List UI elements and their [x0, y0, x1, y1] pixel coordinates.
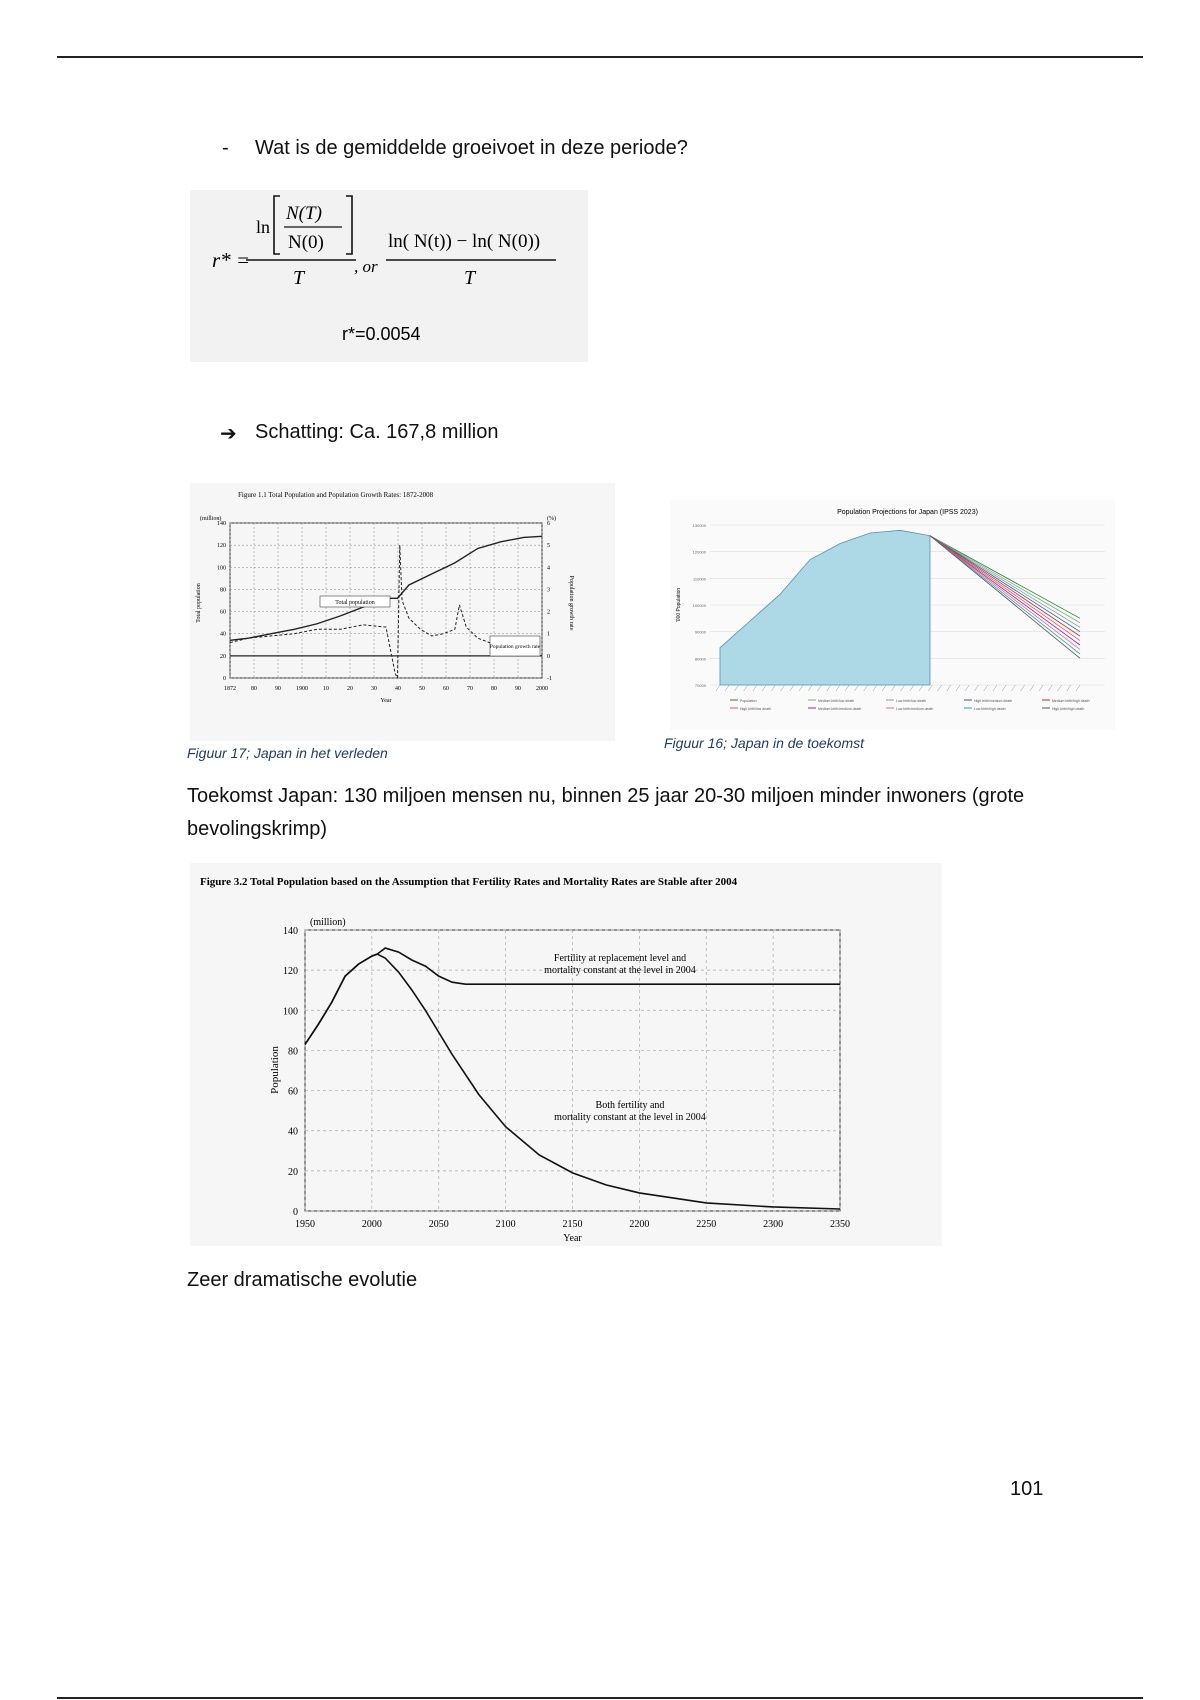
y2-tick-label: -1	[547, 676, 552, 682]
projection-line	[930, 536, 1080, 654]
legend-label: Low birth/medium death	[896, 707, 934, 711]
y2-tick-label: 1	[547, 631, 550, 638]
y-unit: (million)	[310, 917, 346, 928]
estimate-arrow: ➔	[220, 423, 237, 445]
chart-stable-svg	[190, 863, 942, 1246]
x-tick-mark	[799, 685, 803, 691]
x-tick-label: 20	[347, 686, 353, 692]
x-tick-mark	[734, 685, 738, 691]
formula-T2: T	[464, 267, 476, 289]
x-tick-mark	[725, 685, 729, 691]
x-tick-label: 2200	[629, 1219, 650, 1230]
formula-svg	[190, 190, 588, 362]
question-bullet	[222, 137, 229, 160]
x-tick-mark	[1058, 685, 1062, 691]
y-tick-label: 60	[220, 609, 226, 616]
x-tick-mark	[901, 685, 905, 691]
bullet-dash: -	[222, 137, 229, 159]
y-tick-label: 100	[283, 1006, 298, 1018]
y-unit: (million)	[200, 516, 222, 522]
x-tick-label: 1872	[224, 686, 236, 692]
legend-label: High birth/medium death	[974, 699, 1013, 703]
x-tick-label: 2250	[696, 1219, 717, 1230]
y-tick-label: 140	[283, 926, 298, 937]
annotation-growth-rate: Population growth rate	[489, 644, 541, 650]
y-tick-label: 130000	[692, 523, 706, 528]
bracket-left	[274, 196, 280, 254]
projection-line	[930, 536, 1080, 623]
x-tick-mark	[762, 685, 766, 691]
x-tick-mark	[1030, 685, 1034, 691]
x-tick-mark	[781, 685, 785, 691]
x-tick-label: 80	[251, 686, 257, 692]
y-tick-label: 40	[220, 631, 226, 638]
annotation-replacement-line2: mortality constant at the level in 2004	[544, 965, 696, 976]
paragraph-japan-future: Toekomst Japan: 130 miljoen mensen nu, binnen 25 jaar 20-30 miljoen minder inwoners (grote bevolingskrimp)	[187, 785, 1025, 840]
x-tick-mark	[1021, 685, 1025, 691]
x-tick-mark	[845, 685, 849, 691]
formula-T1: T	[293, 267, 305, 289]
chart-japan-future	[670, 500, 1115, 730]
x-tick-mark	[808, 685, 812, 691]
x-tick-mark	[919, 685, 923, 691]
y2-axis-label: Population growth rate	[568, 575, 574, 631]
projection-line	[930, 536, 1080, 636]
x-tick-label: 2350	[830, 1219, 850, 1230]
legend-label: High birth/high death	[1052, 707, 1085, 711]
y-tick-label: 70000	[694, 683, 706, 688]
x-tick-label: 90	[515, 686, 521, 692]
chart-japan-past	[190, 483, 615, 741]
x-tick-label: 2300	[763, 1219, 784, 1230]
x-tick-mark	[974, 685, 978, 691]
x-tick-mark	[1039, 685, 1043, 691]
y-tick-label: 20	[288, 1166, 298, 1178]
x-tick-mark	[1011, 685, 1015, 691]
annotation-total-population: Total population	[335, 600, 375, 606]
x-tick-label: 2050	[428, 1219, 449, 1230]
y2-tick-label: 4	[547, 565, 550, 572]
x-tick-mark	[827, 685, 831, 691]
projection-line	[930, 536, 1080, 619]
annotation-constant-line1: Both fertility and	[595, 1100, 665, 1111]
x-tick-label: 1900	[296, 686, 308, 692]
x-tick-label: 90	[275, 686, 281, 692]
formula-lhs: r* =	[212, 248, 251, 272]
closing-text: Zeer dramatische evolutie	[187, 1269, 418, 1291]
x-tick-mark	[771, 685, 775, 691]
y-tick-label: 80	[220, 587, 226, 594]
x-tick-label: 80	[491, 686, 497, 692]
y2-tick-label: 6	[547, 521, 550, 527]
x-axis-label: Year	[380, 698, 392, 704]
question-text: Wat is de gemiddelde groeivoet in deze periode?	[255, 137, 688, 159]
legend-label: High birth/low death	[740, 707, 771, 711]
y-tick-label: 90000	[694, 629, 706, 635]
y-tick-label: 110000	[692, 576, 706, 582]
x-tick-mark	[716, 685, 720, 691]
projection-line	[930, 536, 1080, 628]
x-tick-mark	[836, 685, 840, 691]
x-tick-mark	[984, 685, 988, 691]
y-tick-label: 120	[283, 966, 298, 978]
x-tick-label: 40	[395, 686, 401, 692]
projection-line	[930, 536, 1080, 659]
y-tick-label: 40	[288, 1126, 298, 1138]
legend-label: Medium birth/low death	[818, 699, 855, 703]
annotation-constant-line2: mortality constant at the level in 2004	[554, 1112, 706, 1123]
y-tick-label: 60	[288, 1086, 298, 1098]
chart-stable-rates	[190, 863, 942, 1246]
x-tick-mark	[873, 685, 877, 691]
formula-result: r*=0.0054	[342, 324, 421, 344]
formula-rhs-num: ln( N(t)) − ln( N(0))	[388, 231, 541, 252]
legend-label: Medium birth/medium death	[818, 707, 862, 711]
x-tick-mark	[790, 685, 794, 691]
annotation-replacement-line1: Fertility at replacement level and	[553, 953, 687, 964]
legend-label: Population	[740, 699, 757, 703]
x-tick-label: 2150	[562, 1219, 583, 1230]
x-tick-label: 2100	[495, 1219, 516, 1230]
x-tick-mark	[928, 685, 932, 691]
y2-unit: (%)	[547, 516, 556, 522]
x-tick-label: 50	[419, 686, 425, 692]
formula-den: N(0)	[288, 232, 324, 253]
y2-tick-label: 3	[547, 587, 550, 594]
chart-title: Population Projections for Japan (IPSS 2023)	[837, 509, 978, 516]
y-tick-label: 120000	[692, 549, 706, 555]
x-tick-mark	[910, 685, 914, 691]
legend-label: Medium birth/high death	[1052, 699, 1090, 703]
x-tick-mark	[744, 685, 748, 691]
formula-or: , or	[354, 257, 378, 276]
chart-title: Figure 3.2 Total Population based on the Assumption that Fertility Rates and Mortality Rates are Stable after 2004	[200, 876, 738, 888]
x-tick-mark	[1048, 685, 1052, 691]
page-number: 101	[1010, 1478, 1044, 1500]
y2-tick-label: 2	[547, 609, 550, 616]
x-axis-label: Year	[563, 1233, 582, 1244]
x-tick-mark	[965, 685, 969, 691]
caption-fig17: Figuur 17; Japan in het verleden	[187, 745, 388, 761]
projection-line	[930, 536, 1080, 645]
x-tick-label: 1950	[295, 1219, 315, 1230]
historical-population-area	[720, 530, 930, 685]
y-axis-label: Population	[269, 1046, 281, 1094]
y-tick-label: 100	[217, 565, 226, 572]
x-tick-mark	[854, 685, 858, 691]
x-tick-mark	[891, 685, 895, 691]
x-tick-label: 30	[371, 686, 377, 692]
caption-fig16: Figuur 16; Japan in de toekomst	[664, 735, 865, 751]
bracket-right	[346, 196, 352, 254]
x-tick-label: 70	[467, 686, 473, 692]
x-tick-mark	[753, 685, 757, 691]
legend-label: Low birth/high death	[974, 707, 1006, 711]
formula-image	[190, 190, 588, 362]
formula-num: N(T)	[286, 203, 322, 224]
x-tick-mark	[956, 685, 960, 691]
y-tick-label: 120	[217, 543, 226, 550]
y-tick-label: 0	[293, 1207, 298, 1218]
x-tick-mark	[1076, 685, 1080, 691]
y-axis-label: Total population	[196, 583, 202, 623]
y2-tick-label: 5	[547, 543, 550, 550]
y-tick-label: 80000	[694, 656, 706, 662]
legend-label: Low birth/low death	[896, 699, 927, 703]
x-tick-label: 60	[443, 686, 449, 692]
x-tick-mark	[1067, 685, 1071, 691]
chart-future-svg	[670, 500, 1115, 730]
y2-tick-label: 0	[547, 653, 550, 660]
estimate-text: Schatting: Ca. 167,8 million	[255, 421, 499, 443]
bottom-rule	[57, 1697, 1143, 1699]
x-tick-mark	[1002, 685, 1006, 691]
projection-line	[930, 536, 1080, 650]
x-tick-mark	[938, 685, 942, 691]
x-tick-label: 2000	[361, 1219, 382, 1230]
x-tick-mark	[947, 685, 951, 691]
x-tick-mark	[818, 685, 822, 691]
y-tick-label: 80	[288, 1046, 298, 1058]
x-tick-mark	[993, 685, 997, 691]
y-tick-label: 0	[223, 676, 226, 682]
x-tick-mark	[864, 685, 868, 691]
projection-line	[930, 536, 1080, 632]
chart-past-svg	[190, 483, 615, 741]
x-tick-label: 2000	[536, 686, 548, 692]
y-tick-label: 20	[220, 653, 226, 660]
x-tick-label: 10	[323, 686, 329, 692]
top-rule	[57, 56, 1143, 58]
y-tick-label: 100000	[692, 603, 706, 608]
x-tick-mark	[882, 685, 886, 691]
y-tick-label: 140	[217, 521, 226, 527]
series-total-population	[230, 536, 542, 640]
chart-title: Figure 1.1 Total Population and Population Growth Rates: 1872-2008	[238, 491, 434, 499]
formula-ln: ln	[256, 217, 271, 237]
y-axis-label: '000 Population	[676, 587, 682, 623]
